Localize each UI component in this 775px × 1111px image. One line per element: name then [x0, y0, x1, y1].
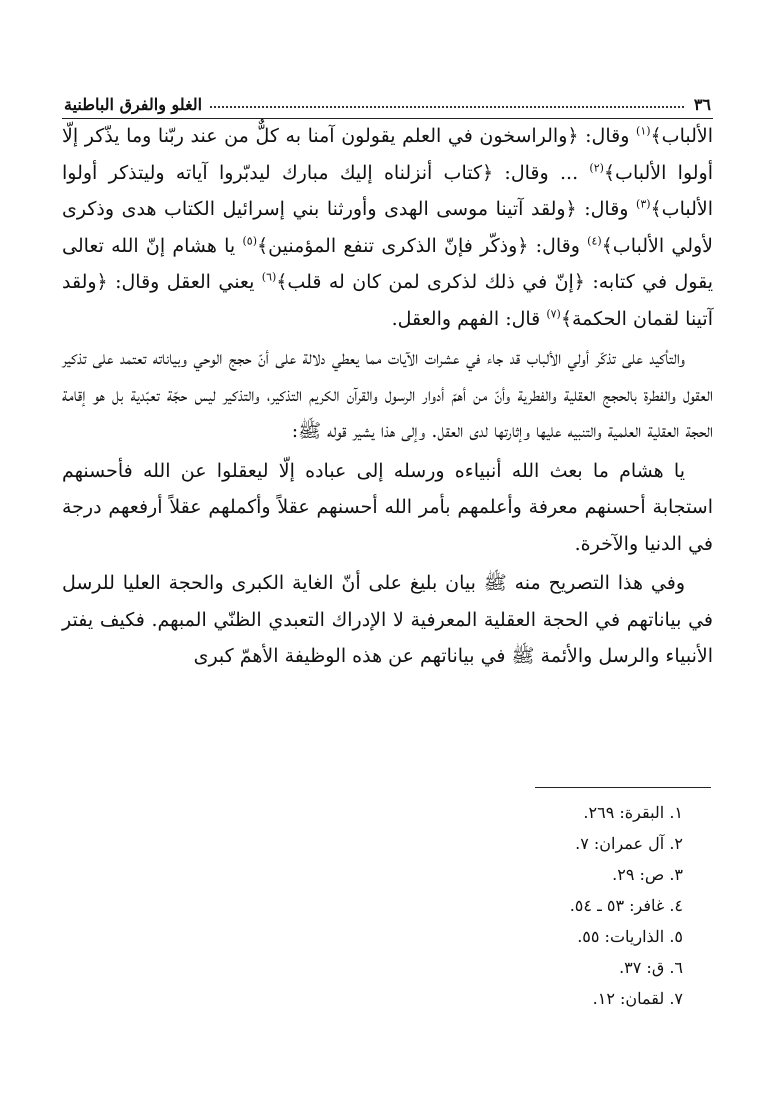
footnote: ٢. آل عمران: ٧. — [575, 834, 683, 853]
footnote: ١. البقرة: ٢٦٩. — [583, 803, 683, 822]
footnote: ٦. ق: ٣٧. — [619, 958, 683, 977]
footnote: ٥. الذاريات: ٥٥. — [577, 927, 683, 946]
body-text — [62, 118, 713, 675]
running-title: الغلو والفرق الباطنية — [64, 95, 203, 114]
text-run: وقال: ﴿وذكّر فإنّ الذكرى تنفع المؤمنين﴾ — [257, 234, 588, 257]
footnote-ref: (٣) — [636, 197, 651, 211]
footnote-ref: (٦) — [261, 270, 277, 284]
footnote-ref: (٥) — [242, 234, 257, 248]
paragraph — [62, 340, 713, 450]
footnote-separator — [535, 787, 711, 788]
footnote-ref: (٧) — [546, 307, 561, 321]
footnote-ref: (٢) — [589, 161, 604, 175]
header-dot-leader — [210, 106, 684, 108]
text-run: والتأكيد على تذكّر أولي الألباب قد جاء في عشرات الآيات مما يعطي دلالة على أنّ حجج الوحي وبياناته تعتمد على تذكير العقول والفطرة بالحجج العقلية والفطرية وأنّ من أهمّ أدوار الرسول والقرآن الكريم التذكير، والتذكير ليس حجّة تعبّدية بل هو إقامة الحجة العقلية العلمية والتنبيه عليها وإثارتها لدى العقل. وإلى هذا يشير قوله ﷺ: — [62, 347, 713, 442]
page-number: ٣٦ — [693, 95, 711, 114]
running-header — [64, 88, 711, 114]
footnote: ٤. غافر: ٥٣ ـ ٥٤. — [569, 896, 683, 915]
footnote: ٣. ص: ٢٩. — [612, 865, 683, 884]
text-run: يا هشام إنّ الله تعالى يقول في كتابه: ﴿إنّ في ذلك لذكرى لمن كان له قلب﴾ — [62, 234, 713, 293]
paragraph — [62, 118, 713, 337]
footnote-ref: (١) — [636, 124, 651, 138]
text-run: قال: الفهم والعقل. — [391, 307, 547, 330]
text-run: يعني العقل وقال: ﴿ولقد آتينا لقمان الحكمة﴾ — [62, 271, 713, 330]
text-run: الألباب﴾ — [650, 125, 713, 147]
text-run: وقال: ﴿والراسخون في العلم يقولون آمنا به كلٌّ من عند ربّنا وما يذّكر إلّا أولوا الألباب﴾ — [62, 125, 714, 184]
footnote-ref: (٤) — [587, 234, 602, 248]
quote-paragraph — [62, 453, 713, 563]
paragraph — [62, 565, 713, 675]
text-run: ... وقال: ﴿كتاب أنزلناه إليك مبارك ليدبّروا آياته وليتذكر أولوا الألباب﴾ — [62, 161, 713, 220]
footnotes-list — [570, 797, 683, 1014]
footnote: ٧. لقمان: ١٢. — [592, 989, 683, 1008]
text-run: وقال: ﴿ولقد آتينا موسى الهدى وأورثنا بني إسرائيل الكتاب هدى وذكرى لأولي الألباب﴾ — [62, 198, 713, 257]
text-run: وفي هذا التصريح منه ﷺ بيان بليغ على أنّ الغاية الكبرى والحجة العليا للرسل في بياناتهم في الحجة العقلية المعرفية لا الإدراك التعبدي الظنّي المبهم. فكيف يفتر الأنبياء والرسل والأئمة ﷺ في بياناتهم عن هذه الوظيفة الأهمّ كبرى — [62, 572, 713, 667]
text-run: يا هشام ما بعث الله أنبياءه ورسله إلى عباده إلّا ليعقلوا عن الله فأحسنهم استجابة أحسنهم معرفة وأعلمهم بأمر الله أحسنهم عقلاً وأكملهم عقلاً أرفعهم درجة في الدنيا والآخرة. — [62, 459, 713, 555]
